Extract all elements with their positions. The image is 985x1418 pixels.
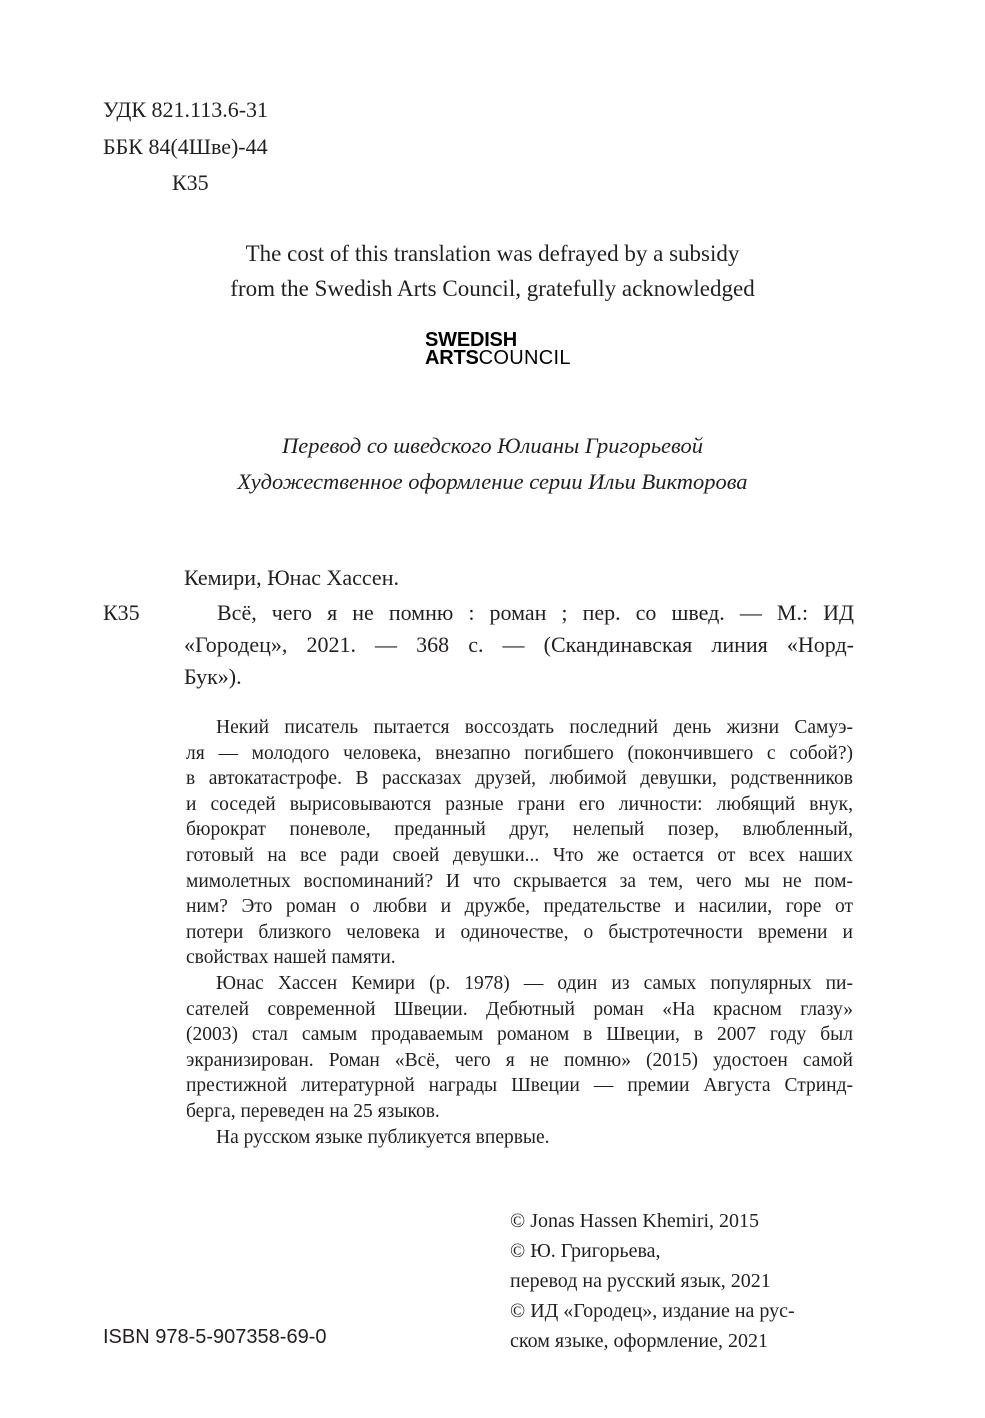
annotation-line: бюрократ поневоле, преданный друг, нелепый позер, влюбленный,: [186, 819, 853, 841]
bbk-code: ББК 84(4Шве)-44: [103, 134, 268, 159]
grant-notice-line: The cost of this translation was defrayed by a subsidy: [245, 241, 740, 266]
logo-line-swedish: SWEDISH: [425, 329, 517, 351]
annotation-line: свойствах нашей памяти.: [186, 947, 396, 969]
annotation-line: экранизирован. Роман «Всё, чего я не помню» (2015) удостоен самой: [186, 1049, 853, 1071]
author-sign-code: К35: [172, 170, 209, 195]
annotation-line: На русском языке публикуется впервые.: [216, 1126, 550, 1148]
designer-credit: Художественное оформление серии Ильи Викторова: [237, 469, 748, 494]
copyright-line: © Ю. Григорьева,: [510, 1240, 661, 1262]
copyright-line: © ИД «Городец», издание на рус-: [510, 1300, 795, 1322]
logo-arts: ARTS: [425, 347, 479, 369]
annotation: [186, 715, 853, 1150]
copyright-line: ском языке, оформление, 2021: [510, 1330, 768, 1352]
logo-council: COUNCIL: [478, 347, 571, 369]
catalog-line: «Городец», 2021. — 368 с. — (Скандинавская линия «Норд-: [184, 632, 854, 657]
udk-code: УДК 821.113.6-31: [103, 97, 269, 122]
annotation-line: готовый на все ради своей девушки... Что же остается от всех наших: [186, 844, 853, 866]
annotation-line: в автокатастрофе. В рассказах друзей, любимой девушки, родственников: [186, 768, 853, 790]
annotation-line: ним? Это роман о любви и дружбе, предательстве и насилии, горе от: [186, 896, 853, 918]
swedish-arts-council-logo: [425, 331, 571, 367]
annotation-line: берга, переведен на 25 языков.: [186, 1100, 440, 1122]
annotation-line: престижной литературной награды Швеции — премии Августа Стринд-: [186, 1075, 853, 1097]
annotation-line: (2003) стал самым продаваемым романом в Швеции, в 2007 году был: [186, 1024, 853, 1046]
catalog-line: Бук»).: [184, 664, 242, 689]
annotation-line: Юнас Хассен Кемири (р. 1978) — один из самых популярных пи-: [216, 972, 853, 994]
catalog-author: Кемири, Юнас Хассен.: [184, 565, 399, 590]
annotation-line: потери близкого человека и одиночестве, о быстротечности времени и: [186, 921, 853, 943]
logo-line-arts-council: [425, 349, 571, 367]
catalog-sign: К35: [103, 600, 140, 625]
annotation-line: сателей современной Швеции. Дебютный роман «На красном глазу»: [186, 998, 853, 1020]
annotation-line: и соседей вырисовываются разные грани его личности: любящий внук,: [186, 793, 853, 815]
translator-credit: Перевод со шведского Юлианы Григорьевой: [281, 433, 704, 458]
translator-credits: [0, 428, 985, 500]
catalog-line: Всё, чего я не помню : роман ; пер. со швед. — М.: ИД: [217, 600, 854, 625]
annotation-line: мимолетных воспоминаний? И что скрывается за тем, чего мы не пом-: [186, 870, 853, 892]
copyright-line: © Jonas Hassen Khemiri, 2015: [510, 1210, 760, 1232]
annotation-line: ля — молодого человека, внезапно погибшего (покончившего с собой?): [186, 742, 853, 764]
copyright-block: [510, 1206, 795, 1356]
isbn: ISBN 978-5-907358-69-0: [103, 1326, 327, 1348]
catalog-description: [184, 597, 854, 693]
annotation-line: Некий писатель пытается воссоздать последний день жизни Самуэ-: [216, 717, 853, 738]
grant-notice: [0, 236, 985, 306]
grant-notice-line: from the Swedish Arts Council, gratefully acknowledged: [230, 276, 755, 301]
copyright-line: перевод на русский язык, 2021: [510, 1270, 771, 1292]
